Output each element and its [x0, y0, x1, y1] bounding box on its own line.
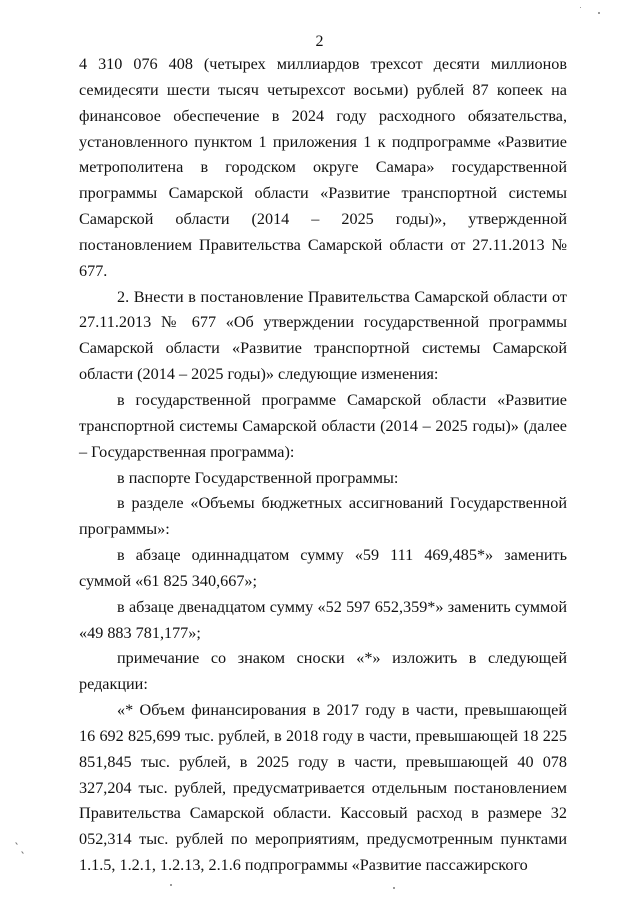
paragraph-state-program: в государственной программе Самарской области «Развитие транспортной системы Самарской области (2014 – 2025 годы)» (далее – Государственная программа):	[79, 390, 567, 461]
scan-speck	[393, 887, 395, 889]
paragraph-continuation: 4 310 076 408 (четырех миллиардов трехсот десяти миллионов семидесяти шести тысяч четырехсот восьми) рублей 87 копеек на финансовое обеспечение в 2024 году расходного обязательства, установленного пунктом 1 приложения 1 к подпрограмме «Развитие метрополитена в городском округе Самара» государственной программы Самарской области «Развитие транспортной системы Самарской области (2014 – 2025 годы)», утвержденной постановлением Правительства Самарской области от 27.11.2013 № 677.	[79, 55, 567, 280]
paragraph-budget-section: в разделе «Объемы бюджетных ассигнований Государственной программы»:	[79, 494, 567, 539]
scan-speck	[580, 7, 581, 8]
paragraph-footnote-text: «* Объем финансирования в 2017 году в части, превышающей 16 692 825,699 тыс. рублей, в 2018 году в части, превышающей 18 225 851,845 тыс. рублей, в 2025 году в части, превышающей 40 078 327,204 тыс. рублей, предусматривается отдельным постановлением Правительства Самарской области. Кассовый расход в размере 32 052,314 тыс. рублей по мероприятиям, предусмотренным пунктами 1.1.5, 1.2.1, 1.2.13, 2.1.6 подпрограммы «Развитие пассажирского	[79, 701, 567, 875]
paragraph-item-2: 2. Внести в постановление Правительства Самарской области от 27.11.2013 № 677 «Об утверждении государственной программы Самарской области «Развитие транспортной системы Самарской области (2014 – 2025 годы)» следующие изменения:	[79, 287, 567, 384]
scan-speck	[15, 842, 18, 845]
scan-speck	[21, 851, 24, 854]
paragraph-eleventh-abzac: в абзаце одиннадцатом сумму «59 111 469,485*» заменить суммой «61 825 340,667»;	[79, 546, 567, 590]
page-number: 2	[315, 33, 324, 50]
scan-speck	[170, 884, 172, 886]
paragraph-twelfth-abzac: в абзаце двенадцатом сумму «52 597 652,359*» заменить суммой «49 883 781,177»;	[79, 597, 567, 642]
document-body	[79, 52, 567, 879]
paragraph-footnote-note: примечание со знаком сноски «*» изложить в следующей редакции:	[79, 649, 567, 694]
scan-speck	[598, 12, 600, 14]
paragraph-passport: в паспорте Государственной программы:	[117, 468, 399, 487]
